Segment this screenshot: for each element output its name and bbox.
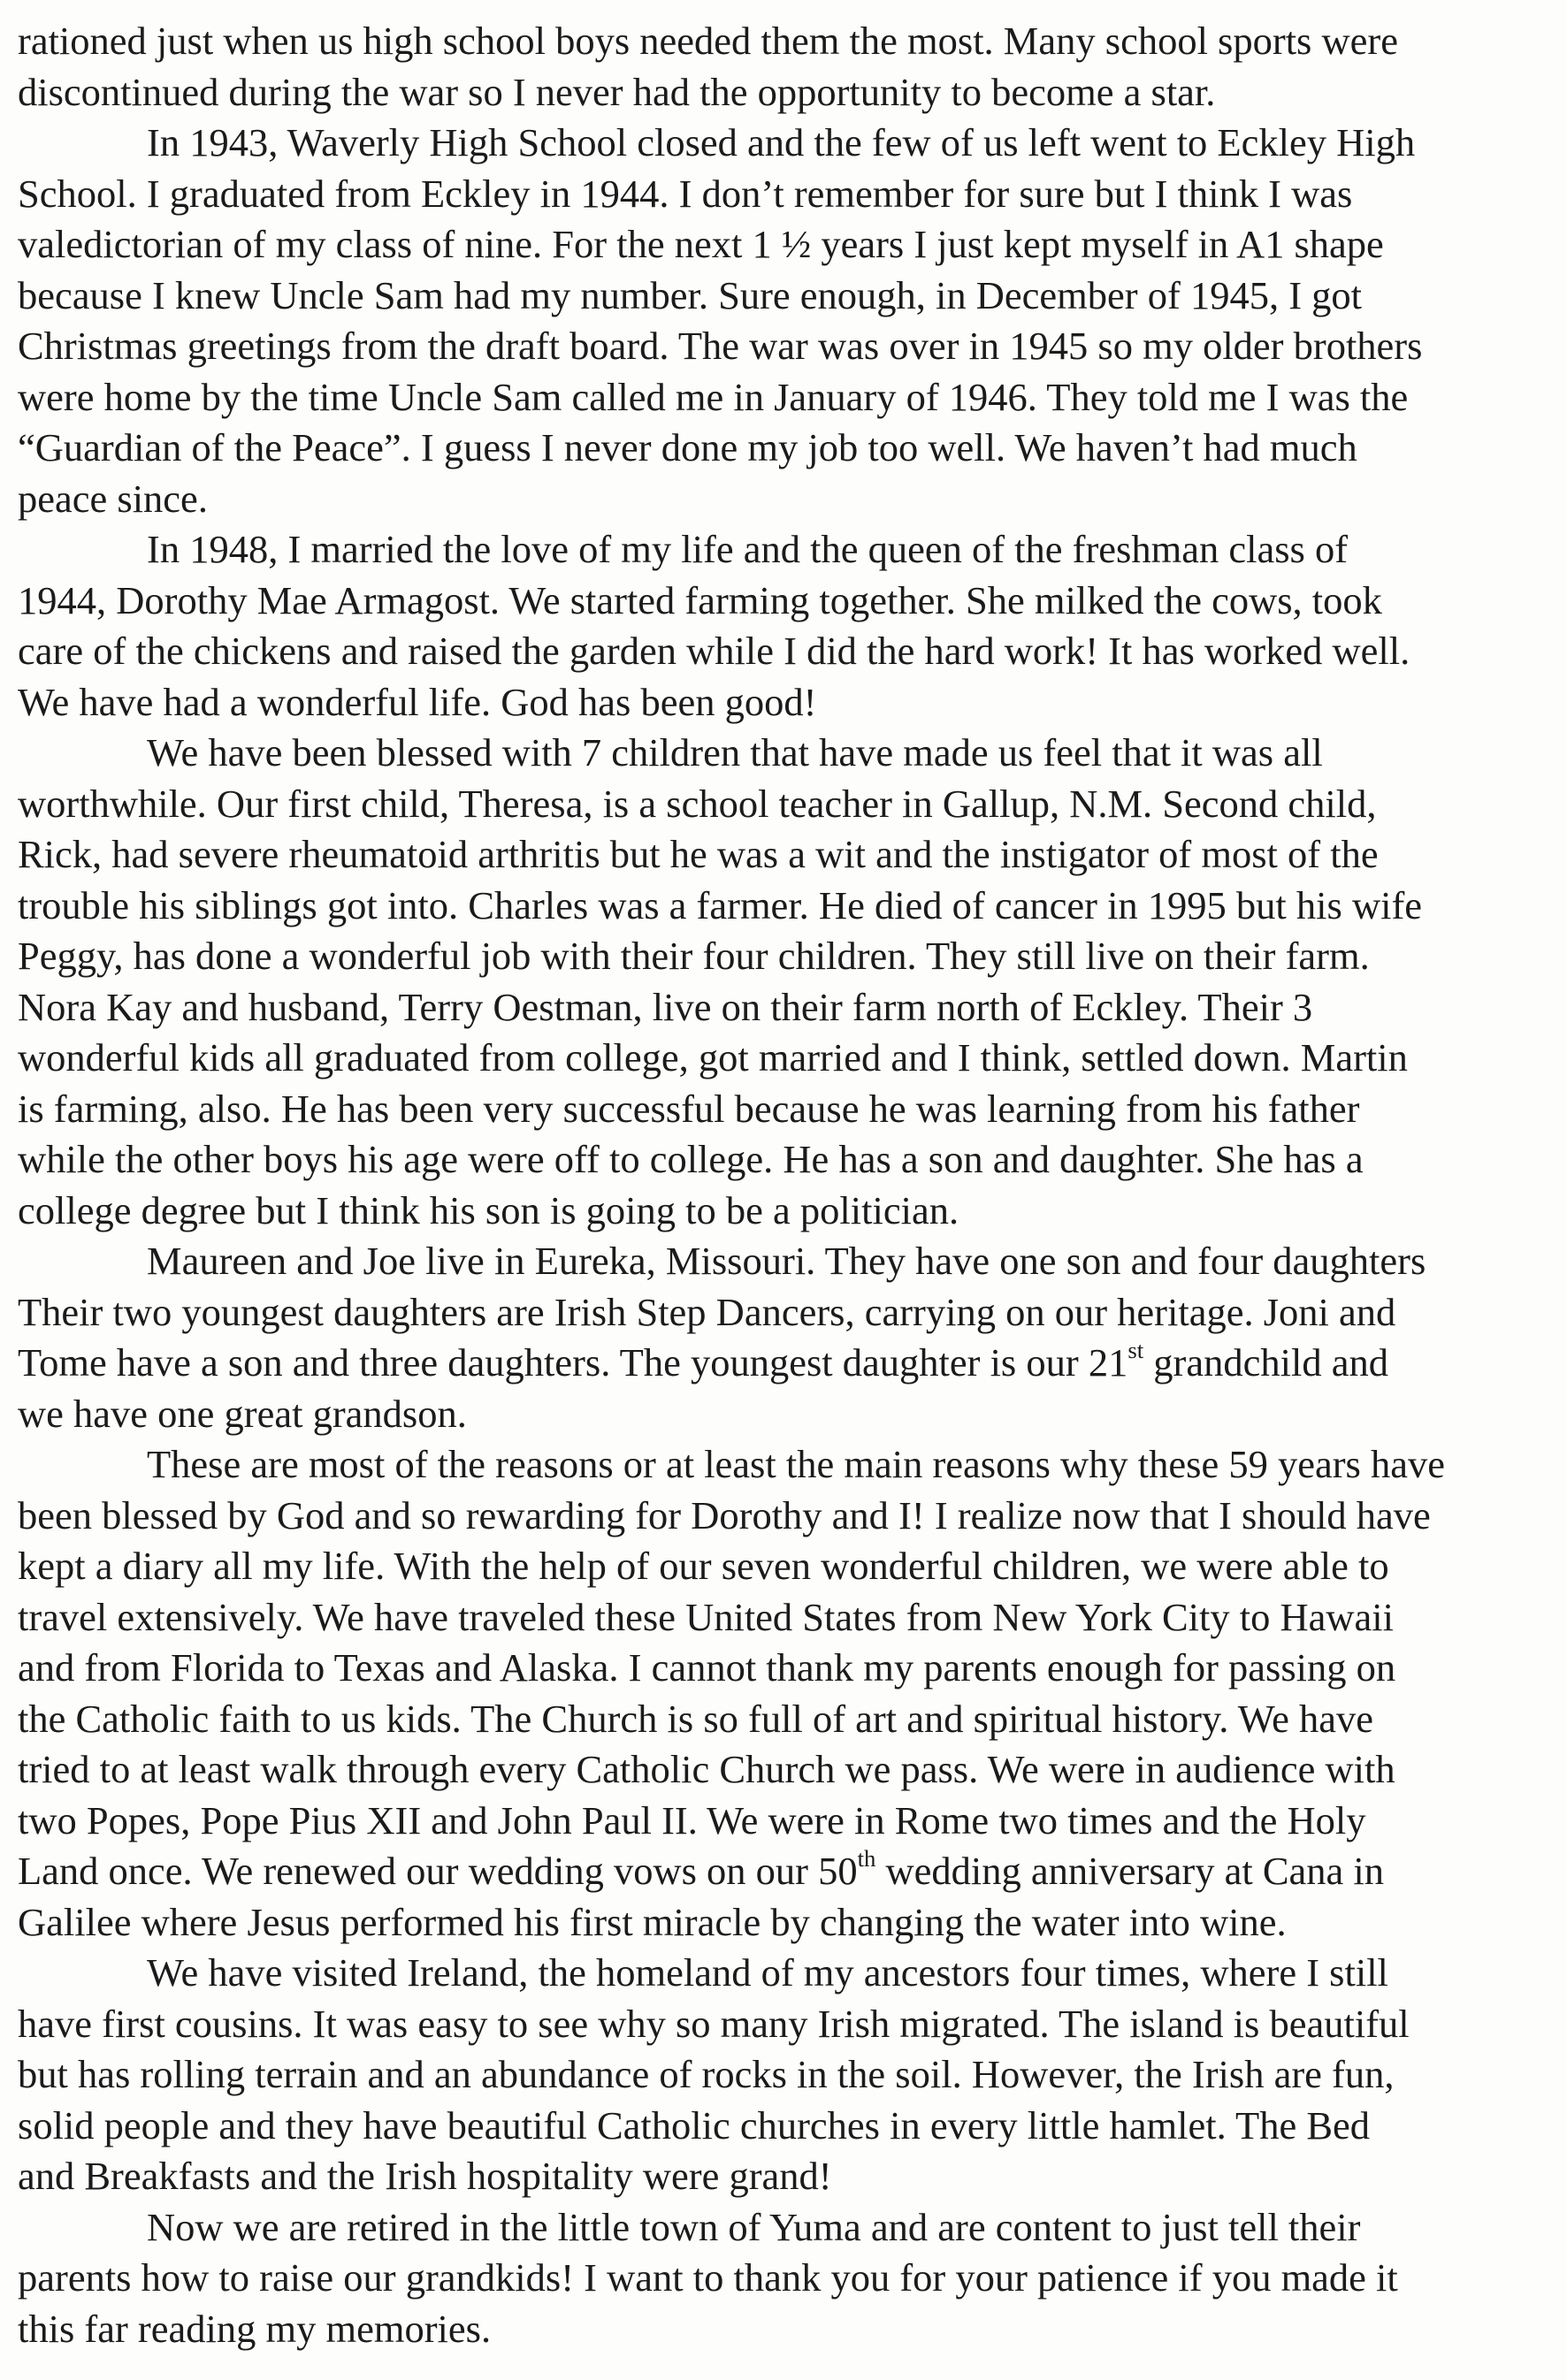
paragraph-first-line [18, 1439, 1567, 1491]
paragraph-first-line [18, 1948, 1567, 1999]
line-text: peace since. [18, 476, 208, 521]
line-text-continued: grandchild and [1143, 1340, 1388, 1385]
line-text: two Popes, Pope Pius XII and John Paul II. We were in Rome two times and the Holy [18, 1797, 1366, 1842]
text-line [18, 219, 1567, 271]
text-line [18, 2151, 1567, 2202]
text-line [18, 1643, 1567, 1694]
text-line [18, 576, 1567, 627]
line-text: Their two youngest daughters are Irish Step Dancers, carrying on our heritage. Joni and [18, 1289, 1396, 1334]
line-text-continued: wedding anniversary at Cana in [875, 1849, 1385, 1893]
line-text: Land once. We renewed our wedding vows on our 50 [18, 1849, 858, 1893]
line-text: is farming, also. He has been very successful because he was learning from his father [18, 1086, 1360, 1131]
text-line [18, 1084, 1567, 1135]
line-text: and Breakfasts and the Irish hospitality were grand! [18, 2154, 832, 2198]
line-text: School. I graduated from Eckley in 1944. I don’t remember for sure but I think I was [18, 171, 1353, 216]
line-text: were home by the time Uncle Sam called me in January of 1946. They told me I was the [18, 374, 1409, 419]
text-line [18, 1186, 1567, 1237]
line-text: but has rolling terrain and an abundance of rocks in the soil. However, the Irish are fun, [18, 2052, 1395, 2096]
text-line [18, 2253, 1567, 2304]
text-line [18, 1846, 1567, 1897]
line-text: have first cousins. It was easy to see why so many Irish migrated. The island is beautiful [18, 2001, 1410, 2046]
text-line [18, 1287, 1567, 1339]
text-line [18, 1134, 1567, 1186]
text-line [18, 1897, 1567, 1949]
line-text: this far reading my memories. [18, 2306, 492, 2351]
text-line [18, 1389, 1567, 1440]
text-line [18, 982, 1567, 1034]
text-line [18, 271, 1567, 322]
text-line [18, 677, 1567, 728]
text-line [18, 779, 1567, 830]
line-text: We have been blessed with 7 children that have made us feel that it was all [147, 730, 1323, 774]
line-text: kept a diary all my life. With the help of our seven wonderful children, we were able to [18, 1544, 1389, 1588]
line-text: In 1943, Waverly High School closed and the few of us left went to Eckley High [147, 120, 1416, 164]
text-line [18, 2049, 1567, 2101]
line-text: Maureen and Joe live in Eureka, Missouri. They have one son and four daughters [147, 1239, 1426, 1283]
line-text: discontinued during the war so I never had the opportunity to become a star. [18, 69, 1216, 114]
text-line [18, 1491, 1567, 1542]
text-line [18, 881, 1567, 932]
text-line [18, 169, 1567, 220]
line-text: valedictorian of my class of nine. For the next 1 ½ years I just kept myself in A1 shape [18, 222, 1384, 266]
line-text: travel extensively. We have traveled these United States from New York City to Hawaii [18, 1594, 1395, 1639]
line-text: We have visited Ireland, the homeland of my ancestors four times, where I still [147, 1950, 1388, 1995]
line-text: the Catholic faith to us kids. The Church is so full of art and spiritual history. We have [18, 1696, 1374, 1741]
text-line [18, 626, 1567, 677]
memoir-text-body [18, 16, 1567, 2354]
line-text: These are most of the reasons or at least the main reasons why these 59 years have [147, 1442, 1446, 1486]
line-text: Rick, had severe rheumatoid arthritis but he was a wit and the instigator of most of the [18, 832, 1379, 876]
paragraph-first-line [18, 118, 1567, 169]
line-text: wonderful kids all graduated from college, got married and I think, settled down. Martin [18, 1035, 1408, 1079]
line-text: Christmas greetings from the draft board. The war was over in 1945 so my older brothers [18, 324, 1423, 368]
ordinal-superscript: th [857, 1844, 876, 1872]
text-line [18, 1999, 1567, 2050]
line-text: been blessed by God and so rewarding for Dorothy and I! I realize now that I should have [18, 1492, 1431, 1537]
text-line [18, 474, 1567, 525]
text-line [18, 2304, 1567, 2355]
paragraph-first-line [18, 728, 1567, 779]
line-text: rationed just when us high school boys needed them the most. Many school sports were [18, 19, 1398, 63]
text-line [18, 423, 1567, 474]
line-text: Now we are retired in the little town of Yuma and are content to just tell their [147, 2204, 1361, 2249]
text-line [18, 321, 1567, 372]
text-line [18, 1796, 1567, 1847]
line-text: “Guardian of the Peace”. I guess I never done my job too well. We haven’t had much [18, 425, 1357, 469]
line-text: college degree but I think his son is going to be a politician. [18, 1187, 959, 1232]
paragraph-first-line [18, 2202, 1567, 2254]
line-text: while the other boys his age were off to college. He has a son and daughter. She has a [18, 1137, 1364, 1181]
text-line [18, 67, 1567, 118]
text-line [18, 1744, 1567, 1796]
line-text: We have had a wonderful life. God has been good! [18, 679, 817, 724]
text-line [18, 1338, 1567, 1389]
line-text: care of the chickens and raised the garden while I did the hard work! It has worked well. [18, 629, 1410, 673]
line-text: parents how to raise our grandkids! I want to thank you for your patience if you made it [18, 2255, 1398, 2300]
line-text: because I knew Uncle Sam had my number. Sure enough, in December of 1945, I got [18, 272, 1362, 317]
line-text: Peggy, has done a wonderful job with their four children. They still live on their farm. [18, 934, 1370, 978]
line-text: we have one great grandson. [18, 1391, 467, 1436]
line-text: trouble his siblings got into. Charles was a farmer. He died of cancer in 1995 but his wife [18, 882, 1423, 927]
line-text: and from Florida to Texas and Alaska. I cannot thank my parents enough for passing on [18, 1645, 1396, 1690]
line-text: tried to at least walk through every Catholic Church we pass. We were in audience with [18, 1747, 1395, 1791]
text-line [18, 2101, 1567, 2152]
text-line [18, 1033, 1567, 1084]
text-line [18, 16, 1567, 67]
line-text: In 1948, I married the love of my life and the queen of the freshman class of [147, 527, 1349, 571]
text-line [18, 1592, 1567, 1644]
line-text: Galilee where Jesus performed his first miracle by changing the water into wine. [18, 1899, 1287, 1944]
ordinal-superscript: st [1127, 1336, 1144, 1363]
line-text: solid people and they have beautiful Catholic churches in every little hamlet. The Bed [18, 2102, 1371, 2147]
paragraph-first-line [18, 524, 1567, 576]
line-text: Nora Kay and husband, Terry Oestman, live on their farm north of Eckley. Their 3 [18, 984, 1313, 1029]
text-line [18, 931, 1567, 982]
text-line [18, 829, 1567, 881]
line-text: Tome have a son and three daughters. The youngest daughter is our 21 [18, 1340, 1128, 1385]
text-line [18, 1541, 1567, 1592]
text-line [18, 1694, 1567, 1745]
line-text: 1944, Dorothy Mae Armagost. We started farming together. She milked the cows, took [18, 577, 1382, 622]
line-text: worthwhile. Our first child, Theresa, is a school teacher in Gallup, N.M. Second child, [18, 781, 1377, 826]
paragraph-first-line [18, 1236, 1567, 1287]
text-line [18, 372, 1567, 423]
